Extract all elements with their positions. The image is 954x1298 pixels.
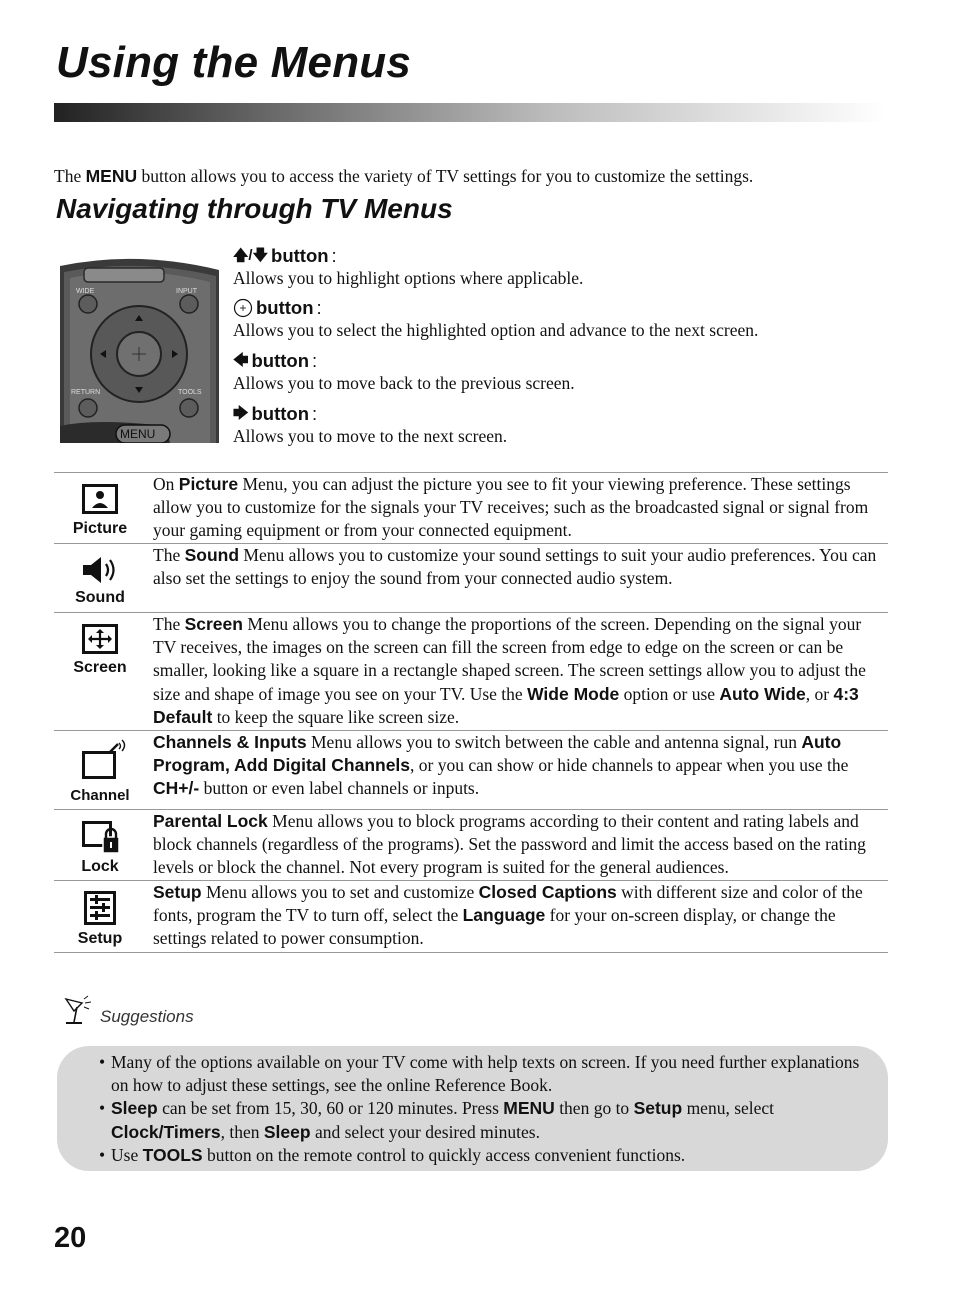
button-item-forward: 🡆 button : Allows you to move to the next screen. bbox=[233, 403, 508, 446]
picture-label: Picture bbox=[72, 520, 128, 537]
button-item-select: button : Allows you to select the highlighted option and advance to the next screen. bbox=[233, 297, 759, 340]
button-desc: Allows you to select the highlighted option and advance to the next screen. bbox=[233, 320, 759, 340]
screen-label: Screen bbox=[73, 659, 127, 676]
page-title: Using the Menus bbox=[56, 38, 412, 87]
button-desc: Allows you to highlight options where applicable. bbox=[233, 268, 584, 288]
suggestion-item: • Sleep can be set from 15, 30, 60 or 120 minutes. Press MENU then go to Setup menu, select Clock/Timers, then Sleep and select your desired minutes. bbox=[99, 1097, 869, 1143]
channel-label: Channel bbox=[70, 787, 130, 804]
menu-row-channel bbox=[54, 731, 888, 810]
screen-description: The Screen Menu allows you to change the proportions of the screen. Depending on the signal your TV receives, the images on the screen can fill the screen from edge to edge on the screen or can be smaller, looking like a square in a rectangle shaped screen. The screen settings allow you to adjust the size and shape of image you see on your TV. Use the Wide Mode option or use Auto Wide, or 4:3 Default to keep the square like screen size. bbox=[153, 614, 866, 727]
intro-text-pre: The bbox=[54, 166, 86, 186]
title-gradient-bar bbox=[54, 103, 886, 122]
lock-label: Lock bbox=[81, 858, 119, 875]
suggestions-box bbox=[57, 1046, 888, 1171]
right-arrow-icon: 🡆 bbox=[233, 405, 249, 422]
screen-resize-icon bbox=[81, 623, 119, 655]
parental-lock-icon bbox=[81, 820, 121, 854]
remote-menu-label: MENU bbox=[120, 427, 156, 441]
channel-description: Channels & Inputs Menu allows you to switch between the cable and antenna signal, run Auto Program, Add Digital Channels, or you can show or hide channels to appear when you use the CH+/- button or even label channels or inputs. bbox=[153, 732, 849, 799]
button-desc: Allows you to move to the next screen. bbox=[233, 426, 508, 446]
button-item-up-down: 🡅/🡇 button : Allows you to highlight options where applicable. bbox=[233, 245, 584, 288]
picture-description: On Picture Menu, you can adjust the picture you see to fit your viewing preference. These settings allow you to customize for the signals your TV receives; such as the broadcasted signal or signal from your gaming equipment or from your connected equipment. bbox=[153, 474, 869, 541]
suggestions-header bbox=[60, 995, 194, 1027]
sound-label: Sound bbox=[75, 589, 125, 606]
remote-return-label: RETURN bbox=[71, 389, 101, 396]
setup-description: Setup Menu allows you to set and customize Closed Captions with different size and color of the fonts, program the TV to turn off, select the Language for your on-screen display, or change the settings related to power consumption. bbox=[153, 882, 863, 949]
channel-antenna-icon bbox=[81, 739, 127, 781]
remote-control-illustration bbox=[56, 258, 221, 443]
section-heading: Navigating through TV Menus bbox=[56, 193, 453, 224]
button-desc: Allows you to move back to the previous screen. bbox=[233, 373, 575, 393]
lock-description: Parental Lock Menu allows you to block programs according to their content and rating labels and block channels (regardless of the programs). Set the password and limit the access based on the rating levels or block the channel. Not every program is suited for the general audiences. bbox=[153, 811, 866, 878]
menu-row-setup bbox=[54, 881, 888, 953]
select-circle-icon bbox=[233, 298, 253, 318]
intro-menu-keyword: MENU bbox=[85, 166, 138, 186]
remote-wide-label: WIDE bbox=[76, 288, 95, 295]
suggestion-item: • Many of the options available on your TV come with help texts on screen. If you need further explanations on how to adjust these settings, see the online Reference Book. bbox=[99, 1051, 869, 1097]
intro-paragraph bbox=[54, 166, 753, 187]
setup-label: Setup bbox=[77, 930, 123, 947]
page-number: 20 bbox=[54, 1222, 87, 1254]
setup-list-icon bbox=[83, 890, 117, 926]
sound-description: The Sound Menu allows you to customize your sound settings to suit your audio preferences. You can also set the settings to enjoy the sound from your connected audio system. bbox=[153, 545, 877, 589]
left-arrow-icon: 🡄 bbox=[233, 352, 249, 369]
up-down-arrows-icon: 🡅/🡇 bbox=[233, 247, 269, 264]
menu-row-lock bbox=[54, 810, 888, 881]
button-item-back: 🡄 button : Allows you to move back to the previous screen. bbox=[233, 350, 575, 393]
menu-row-screen bbox=[54, 613, 888, 731]
menu-row-picture bbox=[54, 473, 888, 544]
remote-tools-label: TOOLS bbox=[178, 389, 202, 396]
picture-icon bbox=[81, 483, 119, 515]
suggestions-list bbox=[99, 1051, 869, 1167]
intro-text-post: button allows you to access the variety of TV settings for you to customize the settings. bbox=[137, 166, 754, 186]
lamp-icon bbox=[60, 995, 96, 1027]
menu-row-sound bbox=[54, 544, 888, 613]
menu-table bbox=[54, 472, 888, 953]
remote-input-label: INPUT bbox=[176, 288, 197, 295]
suggestion-item: • Use TOOLS button on the remote control to quickly access convenient functions. bbox=[99, 1144, 869, 1167]
suggestions-label: Suggestions bbox=[100, 1007, 194, 1026]
speaker-icon bbox=[81, 554, 119, 586]
